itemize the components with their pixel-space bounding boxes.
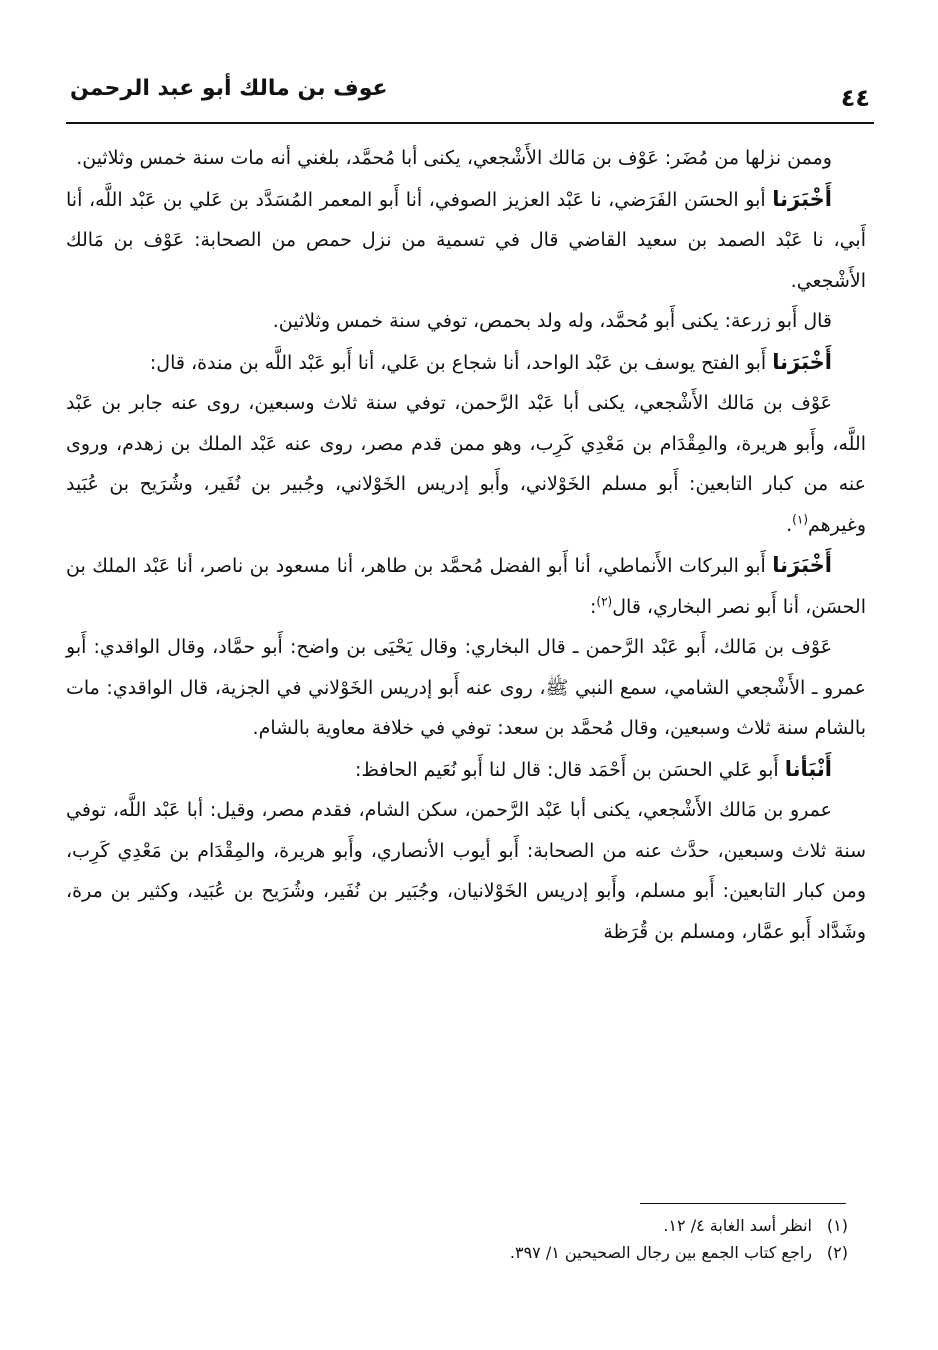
paragraph-text: قال أَبو زرعة: يكنى أَبو مُحمَّد، وله ولد بحمص، توفي سنة خمس وثلاثين. bbox=[272, 310, 832, 332]
footnote-text: راجع كتاب الجمع بين رجال الصحيحين ١/ ٣٩٧. bbox=[509, 1243, 812, 1262]
paragraph bbox=[66, 138, 866, 179]
paragraph bbox=[66, 545, 866, 627]
footnotes bbox=[360, 1212, 848, 1266]
paragraph-text: أبو الحسَن الفَرَضي، نا عَبْد العزيز الصوفي، أنا أَبو المعمر المُسَدَّد بن عَلي بن عَبْد اللَّه، أنا أَبي، نا عَبْد الصمد بن سعيد القاضي قال في تسمية من نزل حمص من الصحابة: عَوْف بن مَالك الأَشْجعي. bbox=[66, 188, 866, 292]
isnad-lead-word: أَخْبَرَنا bbox=[772, 186, 832, 211]
footnote-number: (١) bbox=[826, 1216, 848, 1235]
footnote-text: انظر أسد الغابة ٤/ ١٢. bbox=[663, 1216, 812, 1235]
paragraph bbox=[66, 627, 866, 749]
footnote-reference: (٢) bbox=[596, 594, 613, 609]
isnad-lead-word: أَخْبَرَنا bbox=[772, 553, 832, 577]
paragraph bbox=[66, 383, 866, 545]
isnad-lead-word: أَنْبَأنا bbox=[784, 756, 832, 781]
body-text bbox=[66, 138, 866, 952]
footnote-rule bbox=[640, 1203, 846, 1204]
paragraph bbox=[66, 179, 866, 302]
paragraph-text: عمرو بن مَالك الأَشْجعي، يكنى أبا عَبْد الرَّحمن، سكن الشام، فقدم مصر، وقيل: أبا عَبْد اللَّه، توفي سنة ثلاث وسبعين، حدَّث عنه من الصحابة: أَبو أيوب الأنصاري، وأَبو هريرة، والمِقْدَام بن مَعْدِي كَرِب، ومن كبار التابعين: أَبو مسلم، وأَبو إدريس الخَوْلانيان، وجُبَير بن نُفَير، وشُرَيح بن عُبَيد، وكثير بن مرة، وشَدَّاد أَبو عمَّار، ومسلم بن قُرَظة bbox=[66, 799, 866, 943]
header-rule bbox=[66, 122, 874, 124]
paragraph bbox=[66, 749, 866, 791]
paragraph-text: عَوْف بن مَالك الأَشْجعي، يكنى أبا عَبْد الرَّحمن، توفي سنة ثلاث وسبعين، روى عنه جابر بن عَبْد اللَّه، وأَبو هريرة، والمِقْدَام بن مَعْدِي كَرِب، وهو ممن قدم مصر، روى عنه عَبْد الملك بن زهدم، وروى عنه من كبار التابعين: أَبو مسلم الخَوْلاني، وأَبو إدريس الخَوْلاني، وجُبير بن نُفَير، وشُرَيح بن عُبَيد وغيرهم bbox=[66, 392, 866, 536]
paragraph-text: وممن نزلها من مُضَر: عَوْف بن مَالك الأَشْجعي، يكنى أبا مُحمَّد، بلغني أنه مات سنة خمس وثلاثين. bbox=[76, 147, 832, 169]
paragraph bbox=[66, 342, 866, 384]
page-number: ٤٤ bbox=[840, 84, 870, 112]
footnote-number: (٢) bbox=[826, 1243, 848, 1262]
paragraph-text: أَبو الفتح يوسف بن عَبْد الواحد، أنا شجاع بن عَلي، أنا أَبو عَبْد اللَّه بن مندة، قال: bbox=[149, 351, 773, 374]
footnote-reference: (١) bbox=[792, 512, 808, 527]
paragraph-text: : bbox=[589, 595, 597, 618]
paragraph-text: عَوْف بن مَالك، أَبو عَبْد الرَّحمن ـ قال البخاري: وقال يَحْيَى بن واضح: أَبو حمَّاد، وقال الواقدي: أَبو عمرو ـ الأَشْجعي الشامي، سمع النبي ﷺ، روى عنه أَبو إدريس الخَوْلاني في الجزية، قال الواقدي: مات بالشام سنة ثلاث وسبعين، وقال مُحمَّد بن سعد: توفي في خلافة معاوية بالشام. bbox=[66, 636, 866, 739]
paragraph-text: أَبو عَلي الحسَن بن أَحْمَد قال: قال لنا أَبو نُعَيم الحافظ: bbox=[355, 758, 785, 781]
footnote bbox=[360, 1239, 848, 1266]
paragraph bbox=[66, 301, 866, 342]
isnad-lead-word: أَخْبَرَنا bbox=[772, 349, 832, 374]
page-header bbox=[66, 58, 874, 118]
footnote bbox=[360, 1212, 848, 1239]
paragraph-text: أَبو البركات الأَنماطي، أنا أَبو الفضل مُحمَّد بن طاهر، أنا مسعود بن ناصر، أنا عَبْد الملك بن الحسَن، أنا أَبو نصر البخاري، قال bbox=[66, 555, 866, 618]
paragraph bbox=[66, 790, 866, 952]
running-title: عوف بن مالك أبو عبد الرحمن bbox=[70, 76, 388, 101]
paragraph-text: . bbox=[786, 513, 793, 536]
